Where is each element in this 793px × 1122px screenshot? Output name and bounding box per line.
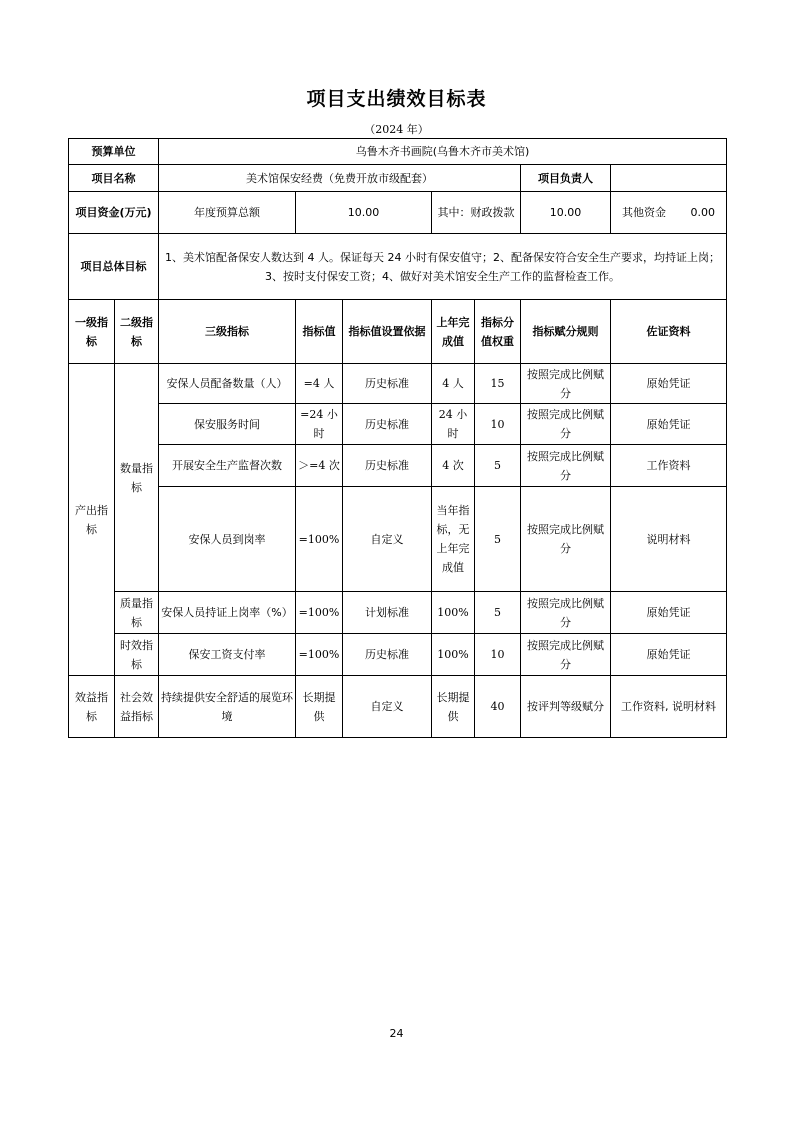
table-row (69, 634, 727, 676)
col-evidence: 佐证资料 (611, 300, 727, 364)
group-timeliness: 时效指标 (115, 634, 159, 676)
value-cell: =100% (296, 592, 343, 634)
budget-unit-value: 乌鲁木齐书画院(乌鲁木齐市美术馆) (159, 139, 727, 165)
basis-cell: 历史标准 (343, 364, 432, 404)
project-leader-value (611, 165, 727, 192)
other-value: 0.00 (690, 206, 716, 219)
indicator-cell: 开展安全生产监督次数 (159, 445, 296, 487)
col-level1: 一级指标 (69, 300, 115, 364)
table-row (69, 404, 727, 445)
project-name-value: 美术馆保安经费（免费开放市级配套） (159, 165, 521, 192)
weight-cell: 5 (475, 487, 521, 592)
value-cell: 长期提供 (296, 676, 343, 738)
col-level3: 三级指标 (159, 300, 296, 364)
page-number: 24 (389, 1027, 404, 1040)
page-title: 项目支出绩效目标表 (306, 88, 487, 110)
evidence-cell: 工作资料 (611, 445, 727, 487)
weight-cell: 5 (475, 592, 521, 634)
year-label: （2024 年） (364, 123, 429, 136)
indicator-cell: 保安工资支付率 (159, 634, 296, 676)
value-cell: ＞=4 次 (296, 445, 343, 487)
annual-budget-label: 年度预算总额 (159, 192, 296, 234)
group-quality: 质量指标 (115, 592, 159, 634)
table-row (69, 364, 727, 404)
col-last-year: 上年完成值 (432, 300, 475, 364)
project-name-row (69, 165, 727, 192)
basis-cell: 自定义 (343, 487, 432, 592)
basis-cell: 历史标准 (343, 445, 432, 487)
basis-cell: 历史标准 (343, 404, 432, 445)
budget-unit-row (69, 139, 727, 165)
last-year-cell: 24 小时 (432, 404, 475, 445)
indicator-cell: 持续提供安全舒适的展览环境 (159, 676, 296, 738)
col-value: 指标值 (296, 300, 343, 364)
evidence-cell: 说明材料 (611, 487, 727, 592)
funds-label: 项目资金(万元) (69, 192, 159, 234)
group-social: 社会效益指标 (115, 676, 159, 738)
rule-cell: 按照完成比例赋分 (521, 445, 611, 487)
weight-cell: 10 (475, 634, 521, 676)
evidence-cell: 原始凭证 (611, 404, 727, 445)
fiscal-value: 10.00 (521, 192, 611, 234)
last-year-cell: 4 次 (432, 445, 475, 487)
last-year-cell: 100% (432, 592, 475, 634)
group-output: 产出指标 (69, 364, 115, 676)
rule-cell: 按照完成比例赋分 (521, 404, 611, 445)
last-year-cell: 长期提供 (432, 676, 475, 738)
col-weight: 指标分值权重 (475, 300, 521, 364)
value-cell: =100% (296, 487, 343, 592)
funds-row (69, 192, 727, 234)
value-cell: =4 人 (296, 364, 343, 404)
basis-cell: 计划标准 (343, 592, 432, 634)
rule-cell: 按照完成比例赋分 (521, 487, 611, 592)
indicator-cell: 安保人员到岗率 (159, 487, 296, 592)
weight-cell: 40 (475, 676, 521, 738)
evidence-cell: 原始凭证 (611, 592, 727, 634)
table-row (69, 487, 727, 592)
performance-target-table (68, 138, 727, 738)
goal-label: 项目总体目标 (69, 234, 159, 300)
fiscal-label: 其中：财政拨款 (432, 192, 521, 234)
basis-cell: 自定义 (343, 676, 432, 738)
other-funds (611, 192, 727, 234)
column-header-row (69, 300, 727, 364)
budget-unit-label: 预算单位 (69, 139, 159, 165)
basis-cell: 历史标准 (343, 634, 432, 676)
group-benefit: 效益指标 (69, 676, 115, 738)
rule-cell: 按评判等级赋分 (521, 676, 611, 738)
rule-cell: 按照完成比例赋分 (521, 592, 611, 634)
evidence-cell: 原始凭证 (611, 364, 727, 404)
last-year-cell: 当年指标，无上年完成值 (432, 487, 475, 592)
indicator-cell: 安保人员持证上岗率（%） (159, 592, 296, 634)
annual-budget-value: 10.00 (296, 192, 432, 234)
last-year-cell: 100% (432, 634, 475, 676)
evidence-cell: 原始凭证 (611, 634, 727, 676)
last-year-cell: 4 人 (432, 364, 475, 404)
rule-cell: 按照完成比例赋分 (521, 634, 611, 676)
col-basis: 指标值设置依据 (343, 300, 432, 364)
table-row (69, 676, 727, 738)
group-quantity: 数量指标 (115, 364, 159, 592)
value-cell: =100% (296, 634, 343, 676)
goal-text: 1、美术馆配备保安人数达到 4 人。保证每天 24 小时有保安值守；2、配备保安符合安全生产要求，均持证上岗；3、按时支付保安工资；4、做好对美术馆安全生产工作的监督检查工作。 (159, 234, 727, 300)
table-row (69, 592, 727, 634)
col-level2: 二级指标 (115, 300, 159, 364)
value-cell: =24 小时 (296, 404, 343, 445)
weight-cell: 15 (475, 364, 521, 404)
table-row (69, 445, 727, 487)
project-name-label: 项目名称 (69, 165, 159, 192)
project-leader-label: 项目负责人 (521, 165, 611, 192)
goal-row (69, 234, 727, 300)
other-label: 其他资金 (622, 206, 667, 219)
col-rule: 指标赋分规则 (521, 300, 611, 364)
indicator-cell: 保安服务时间 (159, 404, 296, 445)
indicator-cell: 安保人员配备数量（人） (159, 364, 296, 404)
rule-cell: 按照完成比例赋分 (521, 364, 611, 404)
evidence-cell: 工作资料, 说明材料 (611, 676, 727, 738)
weight-cell: 10 (475, 404, 521, 445)
weight-cell: 5 (475, 445, 521, 487)
